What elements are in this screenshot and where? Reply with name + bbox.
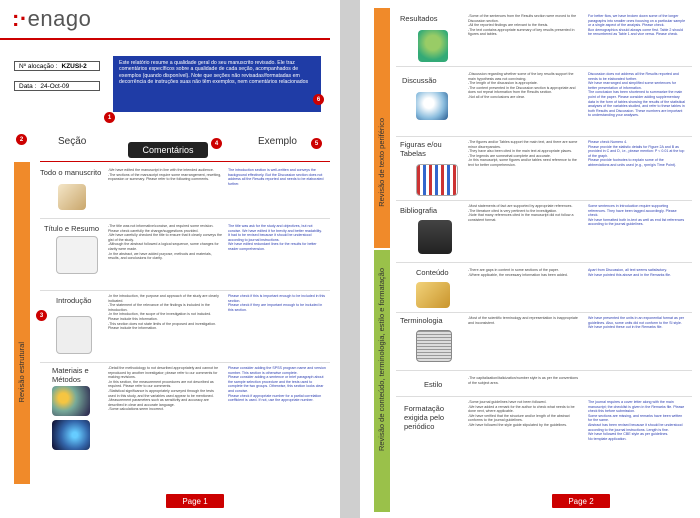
content-review-bar bbox=[374, 250, 390, 512]
callout-6: 6 bbox=[313, 94, 324, 105]
discussion-people-icon bbox=[416, 92, 448, 120]
section-comments: -Detail the methodology to not described appropriately and cannot be reproduced by another investigator; please refer to our comments for making revisions. -In this section, the measurement procedures are not described as required. Please refer to our comments. -Statistical significance is appropriately conveyed through the tests used in this study, and the variables used appear to be mentioned. -Measurement parameters such as sensitivity and accuracy are described in clear and accurate language. -Some calculations seem incorrect. bbox=[108, 366, 219, 412]
section-example: For better flow, we have broken down some of the longer paragraphs into smaller ones focusing on a particular sample or a single aspect of the analysis. Please check. Box demographics should always come first. Table 2 should be renumbered as Table 1 and vice versa. Please check. bbox=[588, 14, 686, 37]
section-comments: -The title was not informative/concise, and required some revision. Please check carefully the change/suggestions provided. -We have carefully checked the title to ensure that it clearly conveys the gist of the study. -Although the abstract followed a logical sequence, some changes for clarity were made. -In the abstract, we have added purpose, methods and materials, results, and conclusions for clarity. bbox=[108, 224, 222, 261]
peripheral-review-bar bbox=[374, 8, 390, 248]
section-comments: -In the introduction, the purpose and approach of the study are clearly indicated. -The statement of the relevance of the findings is included in the introduction. -In the introduction, the scope of the investigation is not included. Please include this information. -This section does not state limits of the proposed and investigation. Please include the information. bbox=[108, 294, 219, 331]
row-divider bbox=[40, 218, 330, 219]
figures-chart-icon bbox=[416, 164, 458, 196]
row-divider bbox=[396, 200, 692, 201]
section-name: Materiais e Métodos bbox=[52, 366, 89, 384]
section-name: Terminologia bbox=[400, 316, 443, 325]
section-example: The journal requires a cover letter along with the main manuscript; the checklist is given in the Remarks file. Please check this before submission. Some sections are missing, and remarks have been written for the same. Abstract has been revised because it should be understood according to the journal instructions. Length is fine. We have followed the CBE style as per guidelines. No template application. bbox=[588, 400, 685, 441]
section-comments: -Most of the scientific terminology and representation is inappropriate and inconsistent. bbox=[468, 316, 578, 325]
report-intro-banner: Este relatório resume a qualidade geral do seu manuscrito revisado. Ele traz comentários específicos sobre a qualidade de cada seção, acompanhados de exemplos (quando disponível). Note que seções não revisadas/formatadas em decorrência de instruções suas não têm exemplos, nem comentários relacionados bbox=[113, 56, 321, 112]
page-number-1: Page 1 bbox=[166, 494, 224, 508]
date-label: Data : bbox=[19, 82, 37, 90]
section-name: Formatação exigida pelo periódico bbox=[404, 404, 445, 431]
header-secao: Seção bbox=[58, 136, 87, 147]
section-comments: -Most statements of fact are supported by appropriate references. -The literature cited is very pertinent to the investigation. -Note that many references cited in the manuscript did not follow a consistent format. bbox=[468, 204, 574, 222]
content-folder-icon bbox=[416, 282, 450, 308]
header-comentarios: Comentários bbox=[128, 142, 208, 158]
allocation-value: KZUSI-2 bbox=[61, 62, 87, 70]
structural-review-label: Revisão estrutural bbox=[17, 342, 26, 403]
header-exemplo: Exemplo bbox=[258, 136, 297, 147]
content-review-label: Revisão de conteúdo, terminologia, estilo e formatação bbox=[377, 268, 386, 452]
section-name: Título e Resumo bbox=[44, 224, 100, 233]
callout-1: 1 bbox=[104, 112, 115, 123]
page-number-2: Page 2 bbox=[552, 494, 610, 508]
row-divider bbox=[396, 312, 692, 313]
callout-3: 3 bbox=[36, 310, 47, 321]
allocation-box bbox=[14, 61, 100, 71]
callout-4: 4 bbox=[211, 138, 222, 149]
section-name: Resultados bbox=[400, 14, 438, 23]
section-name: Estilo bbox=[424, 380, 443, 389]
section-name: Conteúdo bbox=[416, 268, 449, 277]
results-figure-icon bbox=[418, 30, 448, 62]
section-comments: -The capitalization/italicization/number style is as per the conventions of the subject area. bbox=[468, 376, 579, 385]
date-value: 24-Oct-09 bbox=[40, 82, 70, 90]
row-divider bbox=[40, 290, 330, 291]
report-page-1 bbox=[0, 0, 340, 518]
structural-review-bar bbox=[14, 162, 30, 484]
section-comments: -We have edited the manuscript in line with the intended audience. -The sections of the manuscript require some rearrangement, rewriting, expansion or summary. Please refer to the following comments. bbox=[108, 168, 222, 182]
page-gutter bbox=[340, 0, 360, 518]
section-name: Bibliografia bbox=[400, 206, 438, 215]
row-divider bbox=[396, 396, 692, 397]
section-name: Discussão bbox=[402, 76, 437, 85]
section-comments: -There are gaps in content in some sections of the paper. -Where applicable, the necessary information has been added. bbox=[468, 268, 568, 277]
report-page-2 bbox=[360, 0, 700, 518]
callout-5: 5 bbox=[311, 138, 322, 149]
methods-image-icon bbox=[52, 386, 90, 416]
section-example: Please check if this is important enough to be included in this section. Please check if they are important enough to be included in this section. bbox=[228, 294, 326, 312]
header-divider bbox=[0, 38, 330, 40]
section-comments: -Some of the sentences from the Results section were moved to the Discussion section. -All the reported findings are relevant to the thesis. -The text contains appropriate summary of key results presented in figures and tables. bbox=[468, 14, 577, 37]
bibliography-books-icon bbox=[418, 220, 452, 254]
section-comments: -Discussion regarding whether some of the key results support the main hypothesis was not convincing. -The length of the discussion is appropriate. -The content presented in the Discussion section is appropriate and does not repeat information from the Results section. -Not all of the conclusions are clear. bbox=[468, 72, 576, 99]
callout-2: 2 bbox=[16, 134, 27, 145]
section-example: Please consider adding the SPSS program name and version number. This section is otherwise complete. Please consider adding a sentence or brief paragraph about the sample selection procedure and the tests used to complete the two groups. Otherwise, this section looks clear and concise. Please check if appropriate number for a partial correlation coefficient is used. If not, use the appropriate number. bbox=[228, 366, 326, 403]
section-example: The title was ask for the study and objectives, but not concise. We have edited it for brevity and better readability. It had to be revised because it should be understood according to journal instructions. We have edited redundant lines for the results for better reader comprehension. bbox=[228, 224, 322, 251]
section-comments: -The figures and/or Tables support the main text, and there are some minor discrepancies. -They have also been cited in the main text at appropriate places. -The legends are somewhat complete and accurate. -In this manuscript, some figures and/or tables need reference to the text for better comprehension. bbox=[468, 140, 578, 167]
section-example: We have presented the units in an exponential format as per guidelines. Also, some units did not conform to the SI style. We have pointed these out in the Remarks file. bbox=[588, 316, 685, 330]
cells-image-icon bbox=[52, 420, 90, 450]
enago-logo: :·enago bbox=[12, 6, 92, 31]
peripheral-review-label: Revisão de texto periférico bbox=[377, 118, 386, 207]
introduction-page-icon bbox=[56, 316, 92, 354]
row-divider bbox=[40, 362, 330, 363]
table-header-rule bbox=[40, 161, 330, 162]
section-example: Some sentences in Introduction require supporting references. They have been tagged accordingly. Please check. We have formatted both in-text as well as end list references according to the journal guidelines. bbox=[588, 204, 685, 227]
section-example: Apart from Discussion, all text seems satisfactory. We have pointed this above and in the Remarks file. bbox=[588, 268, 672, 277]
manuscript-icon bbox=[58, 184, 86, 210]
section-name: Todo o manuscrito bbox=[40, 168, 102, 177]
terminology-icon bbox=[416, 330, 452, 362]
section-example: The introduction section is well-written and conveys the background effectively. But the Discussion section does not address all the Results reported and needs to be elaborated further. bbox=[228, 168, 324, 186]
section-name: Figuras e/ou Tabelas bbox=[400, 140, 442, 158]
section-example: Discussion does not address all the Results reported and needs to be elaborated further. We have rearranged and simplified some sentences for better presentation of information. The conclusion has been shortened to summarize the main point of the paper. Please consider adding supplementary data in the form of tables showing the results of the statistical analyses of the variables studied, and refer to these tables in both Results and Discussion. These numbers are important to understanding your analyses. bbox=[588, 72, 686, 118]
date-box bbox=[14, 81, 100, 91]
row-divider bbox=[396, 262, 692, 263]
section-comments: -Some journal guidelines have not been followed. -We have added a remark for the author to check what needs to be done next, where applicable. -We have verified that the structure and/or length of the abstract conforms to the journal guidelines. -We have followed the style guide stipulated by the guidelines. bbox=[468, 400, 575, 427]
section-name: Introdução bbox=[56, 296, 92, 305]
allocation-label: Nº alocação : bbox=[19, 62, 58, 70]
document-icon bbox=[56, 236, 98, 274]
row-divider bbox=[396, 66, 692, 67]
row-divider bbox=[396, 136, 692, 137]
row-divider bbox=[396, 370, 692, 371]
section-example: Please check Numero 4. Please provide the statistic details for Figure 2A and B as provided in C and D, i.e., please mention: P < 0.01 at the top of the graph. Please provide footnotes to explain some of the abbreviations and units used (e.g., rpm/g/s Time Point). bbox=[588, 140, 685, 167]
